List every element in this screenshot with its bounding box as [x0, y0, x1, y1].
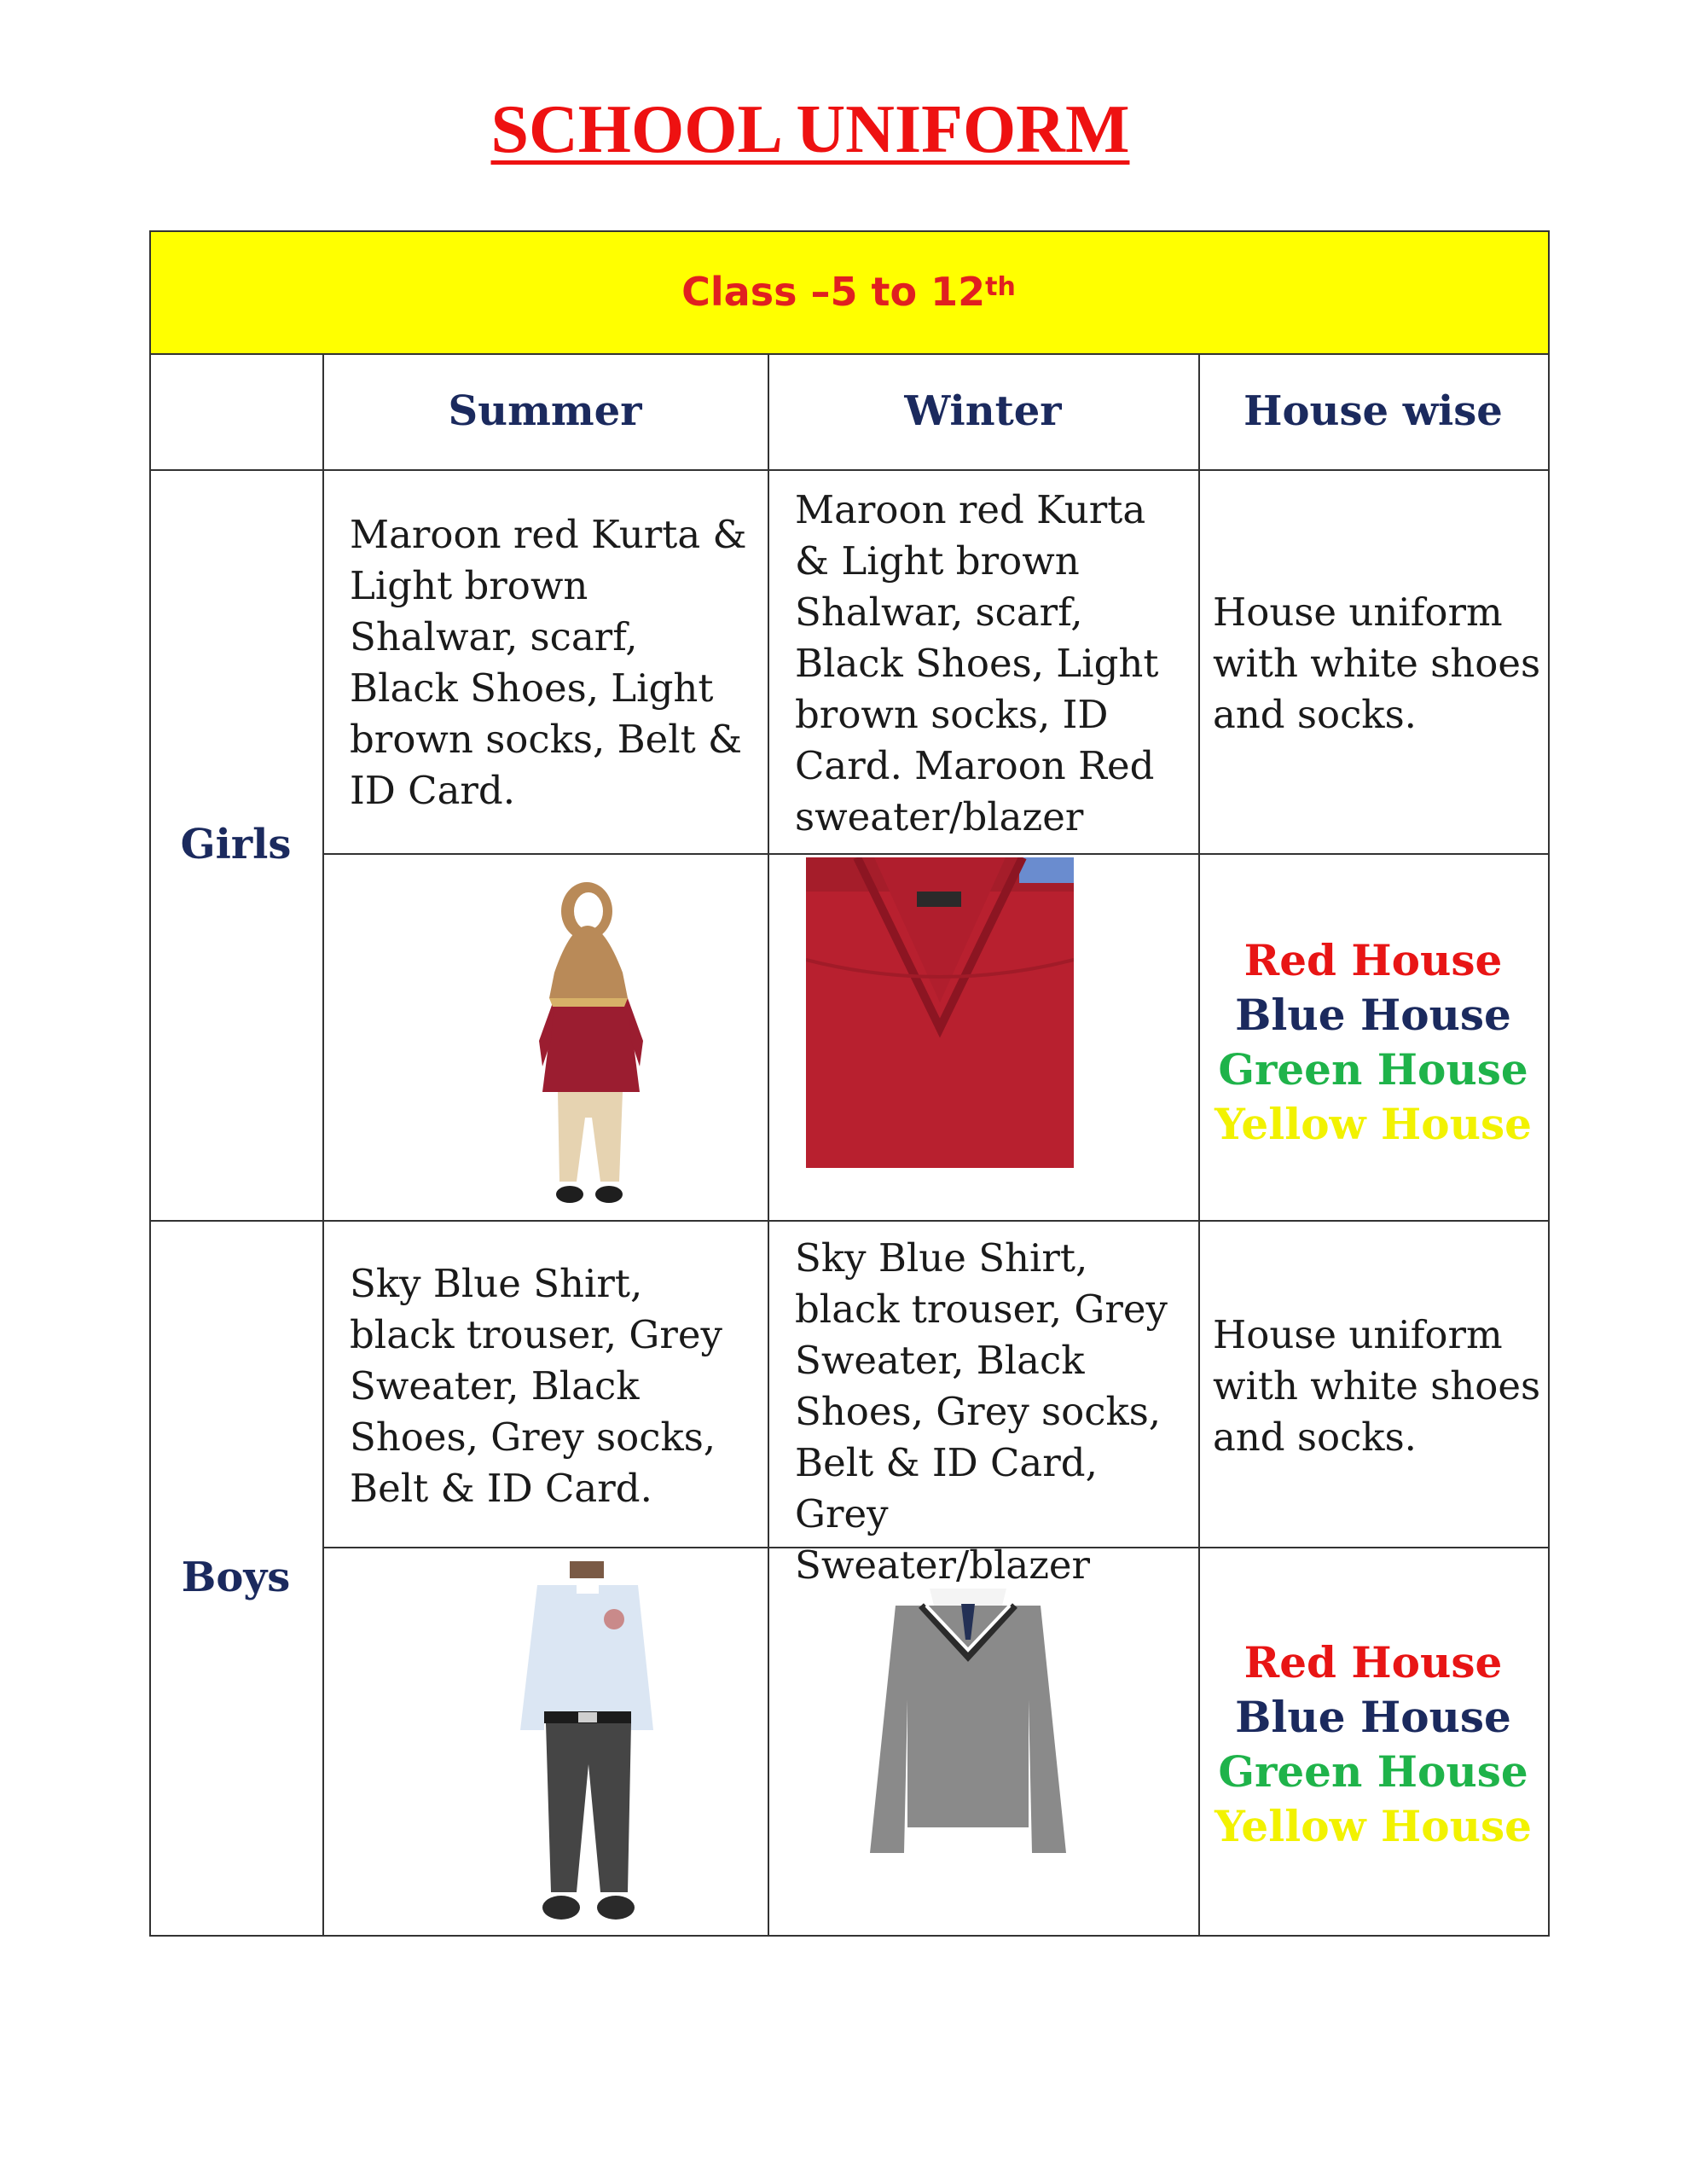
girls-winter-text: Maroon red Kurta & Light brown Shalwar, scarf, Black Shoes, Light brown socks, ID Card. Maroon Red sweater/blazer — [795, 487, 1159, 839]
house-yellow: Yellow House — [1215, 1801, 1532, 1851]
girls-house-list — [1198, 932, 1548, 1153]
boys-house-list — [1198, 1634, 1548, 1856]
boys-winter-text: Sky Blue Shirt, black trouser, Grey Sweater, Black Shoes, Grey socks, Belt & ID Card, Grey Sweater/blazer — [795, 1235, 1168, 1588]
girls-summer-text: Maroon red Kurta & Light brown Shalwar, scarf, Black Shoes, Light brown socks, Belt & ID Card. — [350, 512, 747, 813]
row-label-boys: Boys — [181, 1554, 291, 1601]
girls-winter-sweater-image — [806, 857, 1074, 1168]
page-title: SCHOOL UNIFORM — [490, 92, 1130, 167]
class-range-label: Class –5 to 12 — [681, 269, 986, 315]
col-header-house: House wise — [1244, 387, 1503, 435]
house-red: Red House — [1244, 1637, 1503, 1687]
col-header-summer: Summer — [448, 387, 642, 435]
girls-house-text: House uniform with white shoes and socks. — [1213, 590, 1541, 737]
boys-summer-text: Sky Blue Shirt, black trouser, Grey Sweater, Black Shoes, Grey socks, Belt & ID Card. — [350, 1261, 722, 1511]
class-banner-text — [149, 230, 1548, 353]
boys-summer-uniform-image — [503, 1560, 674, 1931]
house-blue: Blue House — [1235, 990, 1511, 1040]
house-yellow: Yellow House — [1215, 1099, 1532, 1149]
house-red: Red House — [1244, 935, 1503, 985]
col-header-winter: Winter — [904, 387, 1062, 435]
row-label-girls: Girls — [180, 821, 292, 868]
house-blue: Blue House — [1235, 1692, 1511, 1742]
class-range-suffix: th — [985, 271, 1016, 302]
boys-house-text: House uniform with white shoes and socks. — [1213, 1312, 1541, 1460]
house-green: Green House — [1218, 1044, 1528, 1095]
house-green: Green House — [1218, 1746, 1528, 1797]
girls-summer-uniform-image — [520, 870, 665, 1211]
boys-winter-sweater-image — [861, 1571, 1075, 1892]
